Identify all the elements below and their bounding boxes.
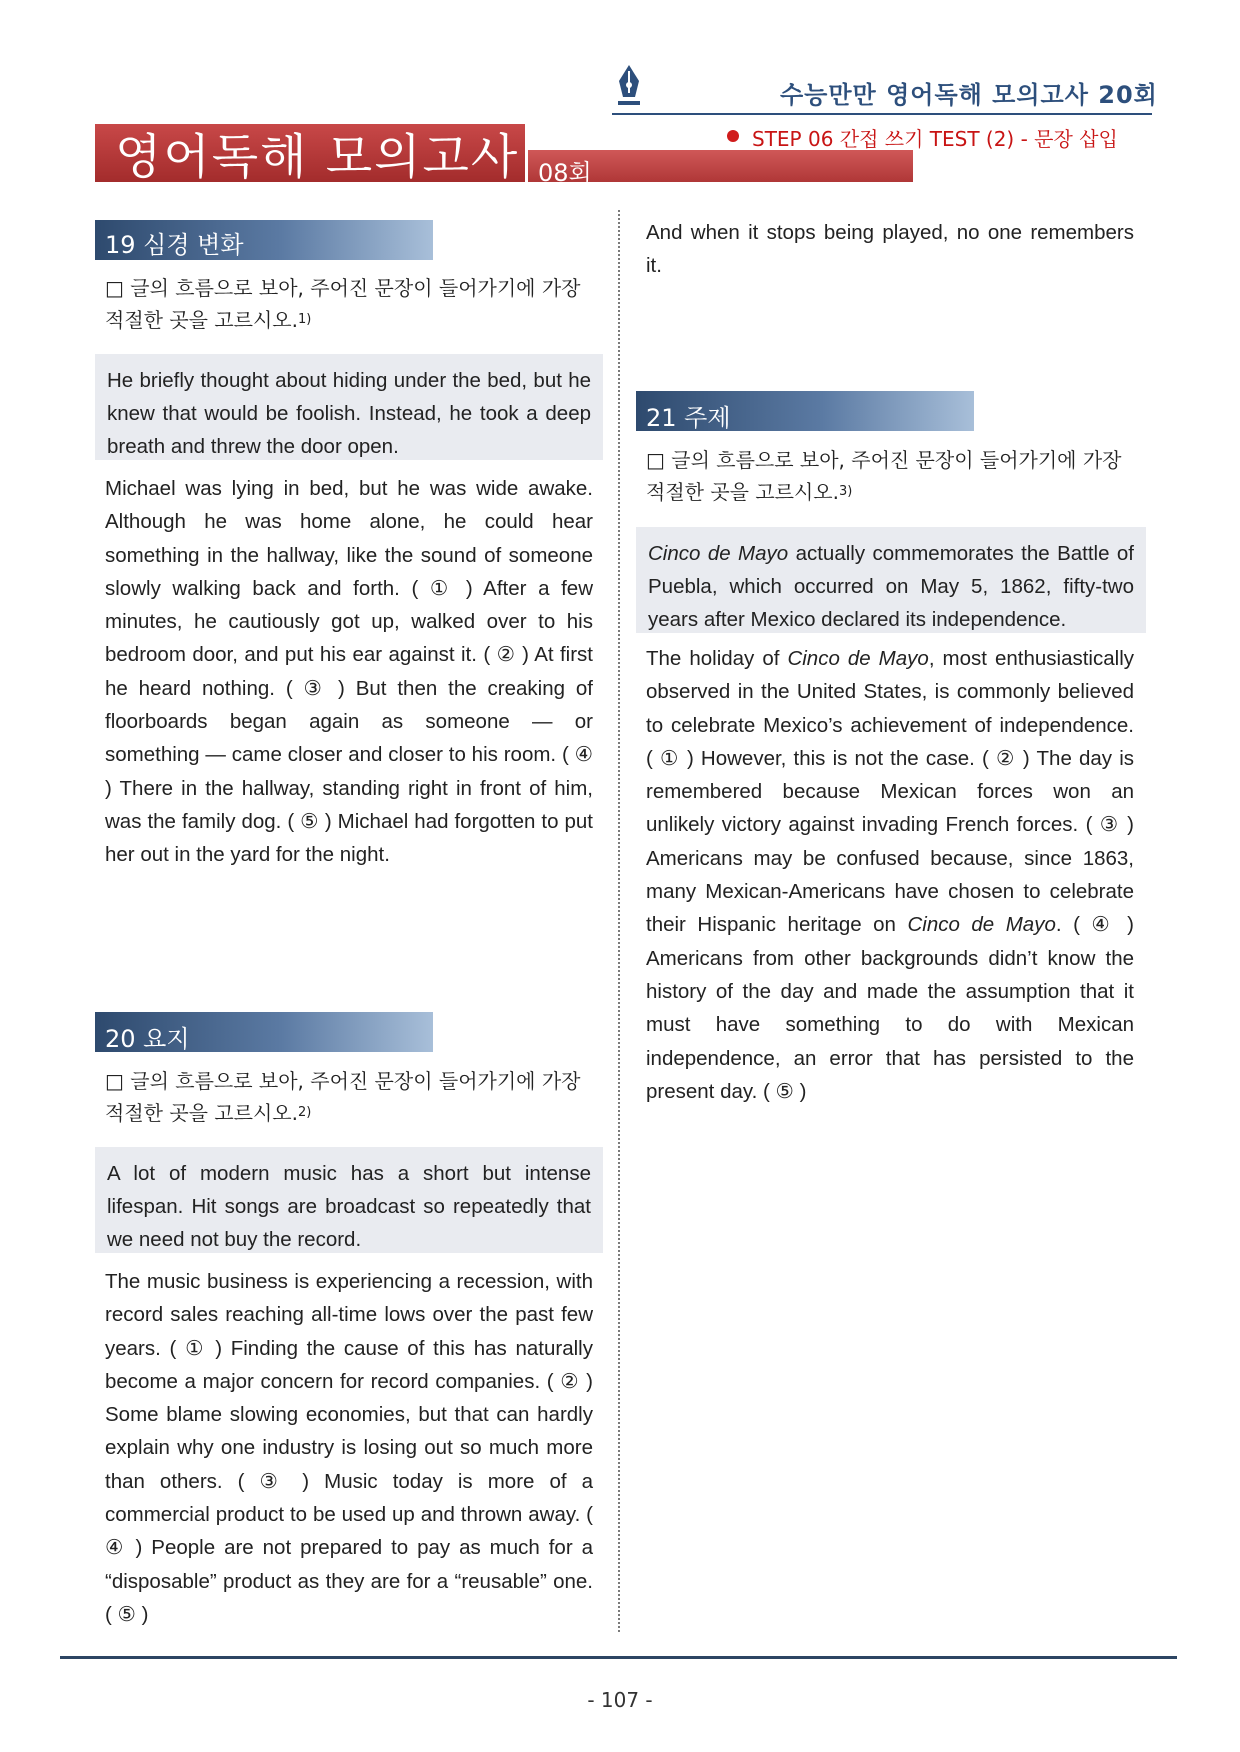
section-title-19: 19 심경 변화	[105, 231, 244, 259]
passage-21-part-3: . ( ④ ) Americans from other backgrounds didn’t know the history of the day and made the assumption that it must have something to do with Mexican independence, an error that has persisted to the present day. ( ⑤ )	[646, 913, 1134, 1103]
passage-21-italic-2: Cinco de Mayo	[907, 913, 1056, 937]
bullet-dot-icon	[727, 130, 739, 142]
given-italic-21: Cinco de Mayo	[648, 542, 789, 565]
main-title: 영어독해 모의고사	[115, 129, 520, 185]
series-title: 수능만만 영어독해 모의고사 20회	[780, 81, 1158, 109]
step-label: STEP 06 간접 쓰기 TEST (2) - 문장 삽입	[752, 127, 1118, 151]
passage-21-part-1: The holiday of	[646, 647, 788, 670]
prompt-text-21: □ 글의 흐름으로 보아, 주어진 문장이 들어가기에 가장 적절한 곳을 고르시오.	[646, 448, 1122, 504]
section-title-20: 20 요지	[105, 1025, 190, 1053]
given-sentence-box-19: He briefly thought about hiding under the bed, but he knew that would be foolish. Instead, he took a deep breath and threw the door open.	[95, 354, 603, 460]
given-sentence-box-20: A lot of modern music has a short but intense lifespan. Hit songs are broadcast so repeatedly that we need not buy the record.	[95, 1147, 603, 1253]
footer-rule	[60, 1656, 1177, 1659]
prompt-text-20: □ 글의 흐름으로 보아, 주어진 문장이 들어가기에 가장 적절한 곳을 고르시오.	[105, 1069, 581, 1125]
footnote-ref-19: 1)	[297, 312, 312, 327]
passage-21	[646, 642, 1134, 1108]
footnote-ref-20: 2)	[297, 1105, 312, 1120]
passage-20: The music business is experiencing a recession, with record sales reaching all-time lows over the past few years. ( ① ) Finding the cause of this has naturally become a major concern for record companies. ( ② ) Some blame slowing economies, but that can hardly explain why one industry is losing out so much more than others. ( ③ ) Music today is more of a commercial product to be used up and thrown away. ( ④ ) People are not prepared to pay as much for a “disposable” product as they are for a “reusable” one. ( ⑤ )	[105, 1270, 593, 1626]
question-prompt-21	[646, 444, 1142, 508]
column-divider	[618, 210, 620, 1632]
given-text-21: actually commemorates the Battle of Puebla, which occurred on May 5, 1862, fifty-two years after Mexico declared its independence.	[648, 542, 1135, 631]
passage-20-continued: And when it stops being played, no one remembers it.	[646, 221, 1134, 278]
pen-nib-logo-icon	[612, 63, 646, 111]
header-rule	[612, 113, 1152, 115]
passage-21-part-2: , most enthusiastically observed in the United States, is commonly believed to celebrate Mexico’s achievement of independence. ( ① ) However, this is not the case. ( ② ) The day is remembered because Mexican forces won an unlikely victory against invading French forces. ( ③ ) Americans may be confused because, since 1863, many Mexican-Americans have chosen to celebrate their Hispanic heritage on	[646, 647, 1134, 937]
prompt-text-19: □ 글의 흐름으로 보아, 주어진 문장이 들어가기에 가장 적절한 곳을 고르시오.	[105, 276, 581, 332]
footnote-ref-21: 3)	[838, 484, 853, 499]
section-title-21: 21 주제	[646, 404, 731, 432]
page-number: - 107 -	[587, 1688, 653, 1712]
question-prompt-20	[105, 1065, 595, 1129]
passage-19: Michael was lying in bed, but he was wide awake. Although he was home alone, he could hear something in the hallway, like the sound of someone slowly walking back and forth. ( ① ) After a few minutes, he cautiously got up, walked over to his bedroom door, and put his ear against it. ( ② ) At first he heard nothing. ( ③ ) But then the creaking of floorboards began again as someone — or something — came closer and closer to his room. ( ④ ) There in the hallway, standing right in front of him, was the family dog. ( ⑤ ) Michael had forgotten to put her out in the yard for the night.	[105, 477, 593, 867]
passage-21-italic-1: Cinco de Mayo	[787, 647, 929, 670]
round-label: 08회	[538, 159, 592, 187]
given-sentence-box-21	[636, 527, 1146, 633]
question-prompt-19	[105, 272, 595, 336]
